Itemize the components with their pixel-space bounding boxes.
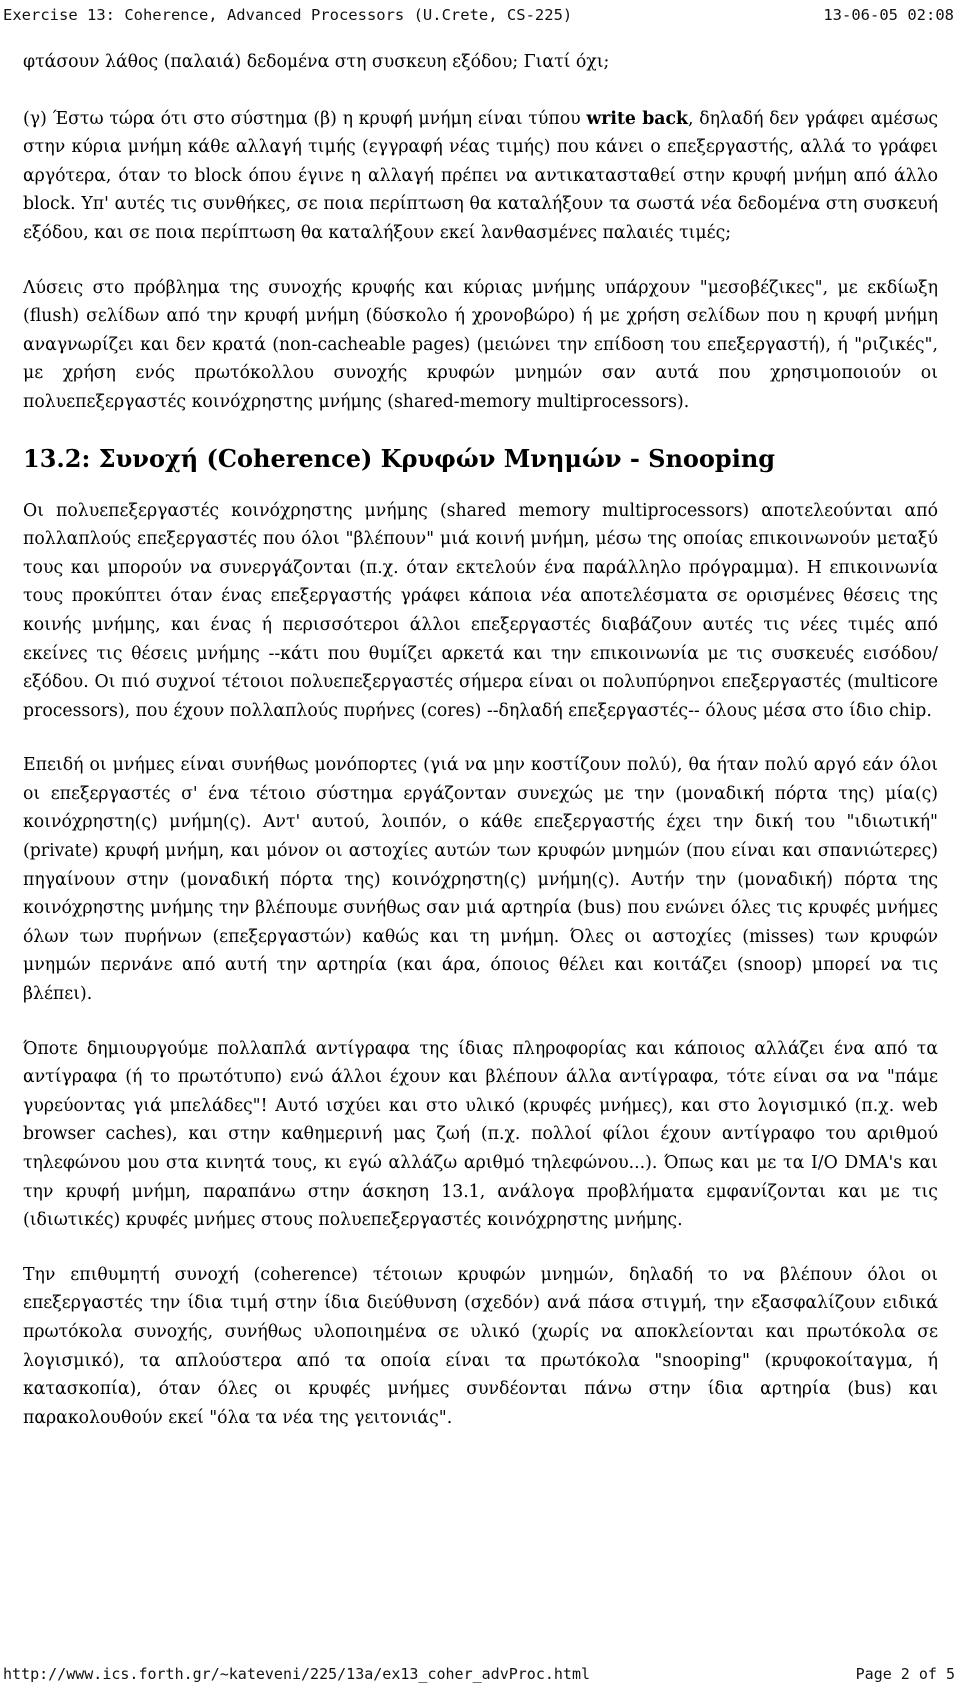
section-heading: 13.2: Συνοχή (Coherence) Κρυφών Μνημών - Snooping (23, 443, 776, 473)
paragraph-multiprocessors: Οι πολυεπεξεργαστές κοινόχρηστης μνήμης (shared memory multiprocessors) αποτελεούνται από πολλαπλούς επεξεργαστές που όλοι "βλέπουν" μιά κοινή μνήμη, μέσω της οποίας επικοινωνούν μεταξύ τους και μπορούν να συνεργάζονται (π.χ. όταν εκτελούν ένα παράλληλο πρόγραμμα). Η επικοινωνία τους προκύπτει όταν ένας επεξεργαστής γράφει κάποια νέα αποτελέσματα σε ορισμένες θέσεις της κοινής μνήμης, και ένας ή περισσότεροι άλλοι επεξεργαστές διαβάζουν αυτές τις νέες τιμές από εκείνες τις θέσεις μνήμης --κάτι που θυμίζει αρκετά και την επικοινωνία με τις συσκευές εισόδου/εξόδου. Οι πιό συχνοί τέτοιοι πολυεπεξεργαστές σήμερα είναι οι πολυπύρηνοι επεξεργαστές (multicore processors), που έχουν πολλαπλούς πυρήνες (cores) --δηλαδή επεξεργαστές-- όλους μέσα στο ίδιο chip. (23, 500, 938, 721)
print-header (0, 0, 960, 30)
question-gamma (23, 105, 938, 248)
document-title: Exercise 13: Coherence, Advanced Processors (U.Crete, CS-225) (3, 6, 573, 24)
print-timestamp: 13-06-05 02:08 (823, 6, 954, 24)
question-gamma-text-rest: , δηλαδή δεν γράφει αμέσως στην κύρια μνήμη κάθε αλλαγή τιμής (εγγραφή νέας τιμής) που κάνει ο επεξεργαστής, αλλά το γράφει αργότερα, όταν το block όπου έγινε η αλλαγή πρέπει να αντικατασταθεί στην κρυφή μνήμη από άλλο block. Υπ' αυτές τις συνθήκες, σε ποια περίπτωση θα καταλήξουν τα σωστά νέα δεδομένα στη συσκευή εξόδου, και σε ποια περίπτωση θα καταλήξουν εκεί λανθασμένες παλαιές τιμές; (23, 108, 938, 243)
paragraph-copies: Όποτε δημιουργούμε πολλαπλά αντίγραφα της ίδιας πληροφορίας και κάποιος αλλάζει ένα από τα αντίγραφα (ή το πρωτότυπο) ενώ άλλοι έχουν και βλέπουν άλλα αντίγραφα, τότε είναι σα να "πάμε γυρεύοντας γιά μπελάδες"! Αυτό ισχύει και στο υλικό (κρυφές μνήμες), και στο λογισμικό (π.χ. web browser caches), και στην καθημερινή μας ζωή (π.χ. πολλοί φίλοι έχουν αντίγραφο του αριθμού τηλεφώνου μου στα κινητά τους, κι εγώ αλλάζω αριθμό τηλεφώνου...). Όπως και με τα I/O DMA's και την κρυφή μνήμη, παραπάνω στην άσκηση 13.1, ανάλογα προβλήματα εμφανίζονται και με τις (ιδιωτικές) κρυφές μνήμες στους πολυεπεξεργαστές κοινόχρηστης μνήμης. (23, 1038, 938, 1231)
page-content (23, 48, 938, 1458)
page-url: http://www.ics.forth.gr/~kateveni/225/13a/ex13_coher_advProc.html (3, 1665, 590, 1683)
paragraph-continuation: φτάσουν λάθος (παλαιά) δεδομένα στη συσκευη εξόδου; Γιατί όχι; (23, 52, 610, 72)
paragraph-private-caches: Επειδή οι μνήμες είναι συνήθως μονόπορτες (γιά να μην κοστίζουν πολύ), θα ήταν πολύ αργό εάν όλοι οι επεξεργαστές σ' ένα τέτοιο σύστημα εργάζονταν συνεχώς με την (μοναδική πόρτα της) μία(ς) κοινόχρηστη(ς) μνήμη(ς). Αντ' αυτού, λοιπόν, ο κάθε επεξεργαστής έχει την δική του "ιδιωτική" (private) κρυφή μνήμη, και μόνον οι αστοχίες αυτών των κρυφών μνημών (που είναι και σπανιώτερες) πηγαίνουν στην (μοναδική πόρτα της) κοινόχρηστη(ς) μνήμη(ς). Αυτήν την (μοναδική) πόρτα της κοινόχρηστης μνήμης την βλέπουμε συνήθως σαν μιά αρτηρία (bus) που ενώνει όλες τις κρυφές μνήμες όλων των πυρήνων (επεξεργαστών) καθώς και τη μνήμη. Όλες οι αστοχίες (misses) των κρυφών μνημών περνάνε από αυτή την αρτηρία (και άρα, όποιος θέλει και κοιτάζει (snoop) μπορεί να τις βλέπει). (23, 755, 938, 1005)
question-gamma-text: (γ) Έστω τώρα ότι στο σύστημα (β) η κρυφή μνήμη είναι τύπου (23, 108, 587, 129)
paragraph-coherence-protocols: Την επιθυμητή συνοχή (coherence) τέτοιων κρυφών μνημών, δηλαδή το να βλέπουν όλοι οι επεξεργαστές την ίδια τιμή στην ίδια διεύθυνση (σχεδόν) ανά πάσα στιγμή, την εξασφαλίζουν ειδικά πρωτόκολα συνοχής, συνήθως υλοποιημένα σε υλικό (χωρίς να αποκλείονται και πρωτόκολα σε λογισμικό), τα απλούστερα από τα οποία είναι τα πρωτόκολα "snooping" (κρυφοκοίταγμα, ή κατασκοπία), όταν όλες οι κρυφές μνήμες συνδέονται πάνω στην ίδια αρτηρία (bus) και παρακολουθούν εκεί "όλα τα νέα της γειτονιάς". (23, 1264, 938, 1428)
paragraph-solutions: Λύσεις στο πρόβλημα της συνοχής κρυφής και κύριας μνήμης υπάρχουν "μεσοβέζικες", με εκδίωξη (flush) σελίδων από την κρυφή μνήμη (δύσκολο ή χρονοβώρο) ή με χρήση σελίδων που η κρυφή μνήμη αναγνωρίζει και δεν κρατά (non-cacheable pages) (μειώνει την επίδοση του επεξεργαστή), ή "ριζικές", με χρήση ενός πρωτόκολλου συνοχής κρυφών μνημών σαν αυτά που χρησιμοποιούν οι πολυεπεξεργαστές κοινόχρηστης μνήμης (shared-memory multiprocessors). (23, 277, 938, 412)
write-back-term: write back (586, 108, 689, 129)
print-footer (0, 1663, 960, 1687)
page-number: Page 2 of 5 (855, 1665, 955, 1683)
